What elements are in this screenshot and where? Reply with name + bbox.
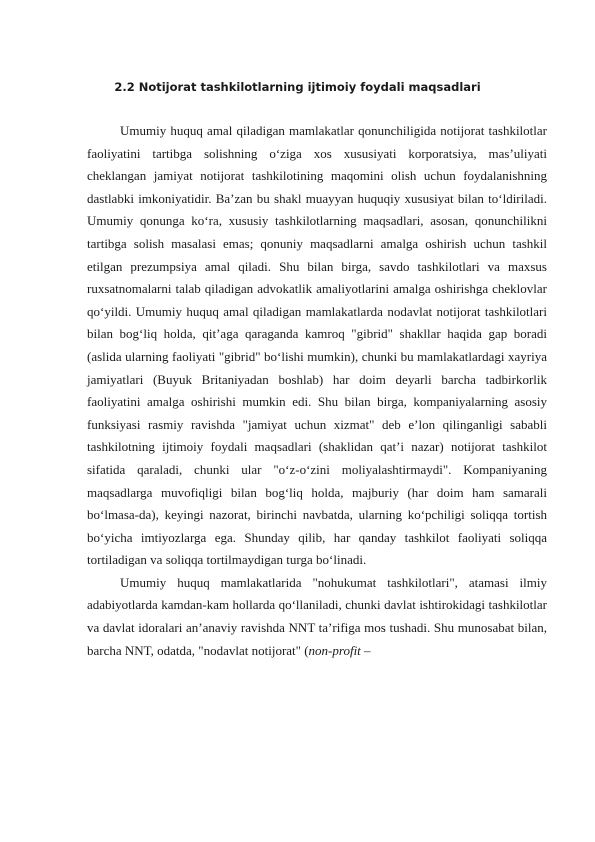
section-heading: 2.2 Notijorat tashkilotlarning ijtimoiy foydali maqsadlari [114,80,481,94]
paragraph-2 [87,572,547,662]
body-text [87,120,547,662]
paragraph-1: Umumiy huquq amal qiladigan mamlakatlar qonunchiligida notijorat tashkilotlar faoliyatini tartibga solishning o‘ziga xos xususiyati korporatsiya, mas’uliyati cheklangan jamiyat notijorat tashkilotining maqomini olish uchun foydalanishning dastlabki imkoniyatidir. Ba’zan bu shakl muayyan huquqiy xususiyat bilan to‘ldiriladi. Umumiy qonunga ko‘ra, xususiy tashkilotlarning maqsadlari, asosan, qonunchilikni tartibga solish masalasi emas; qonuniy maqsadlarni amalga oshirish uchun tashkil etilgan prezumpsiya amal qiladi. Shu bilan birga, savdo tashkilotlari va maxsus ruxsatnomalarni talab qiladigan advokatlik amaliyotlarini amalga oshirishga cheklovlar qo‘yildi. Umumiy huquq amal qiladigan mamlakatlarda nodavlat notijorat tashkilotlari bilan bog‘liq holda, qit’aga qaraganda kamroq "gibrid" shakllar haqida gap boradi (aslida ularning faoliyati "gibrid" bo‘lishi mumkin), chunki bu mamlakatlardagi xayriya jamiyatlari (Buyuk Britaniyadan boshlab) har doim deyarli barcha tadbirkorlik faoliyatini amalga oshirishi mumkin edi. Shu bilan birga, kompaniyalarning asosiy funksiyasi rasmiy ravishda "jamiyat uchun xizmat" deb e’lon qilinganligi sababli tashkilotning ijtimoiy foydali maqsadlari (shaklidan qat’i nazar) notijorat tashkilot sifatida qaraladi, chunki ular "o‘z-o‘zini moliyalashtirmaydi". Kompaniyaning maqsadlarga muvofiqligi bilan bog‘liq holda, majburiy (har doim ham samarali bo‘lmasa-da), keyingi nazorat, birinchi navbatda, ularning ko‘pchiligi soliqqa tortish bo‘yicha imtiyozlarga ega. Shunday qilib, har qanday tashkilot faoliyati soliqqa tortiladigan va soliqqa tortilmaydigan turga bo‘linadi. [87,123,547,568]
paragraph-2-text: Umumiy huquq mamlakatlarida "nohukumat tashkilotlari", atamasi ilmiy adabiyotlarda kamdan-kam hollarda qo‘llaniladi, chunki davlat ishtirokidagi tashkilotlar va davlat idoralari an’anaviy ravishda NNT ta’rifiga mos tushadi. Shu munosabat bilan, barcha NNT, odatda, "nodavlat notijorat" ( [87,574,547,658]
paragraph-2-tail: – [360,642,371,658]
paragraph-2-italic: non-profit [308,642,361,658]
